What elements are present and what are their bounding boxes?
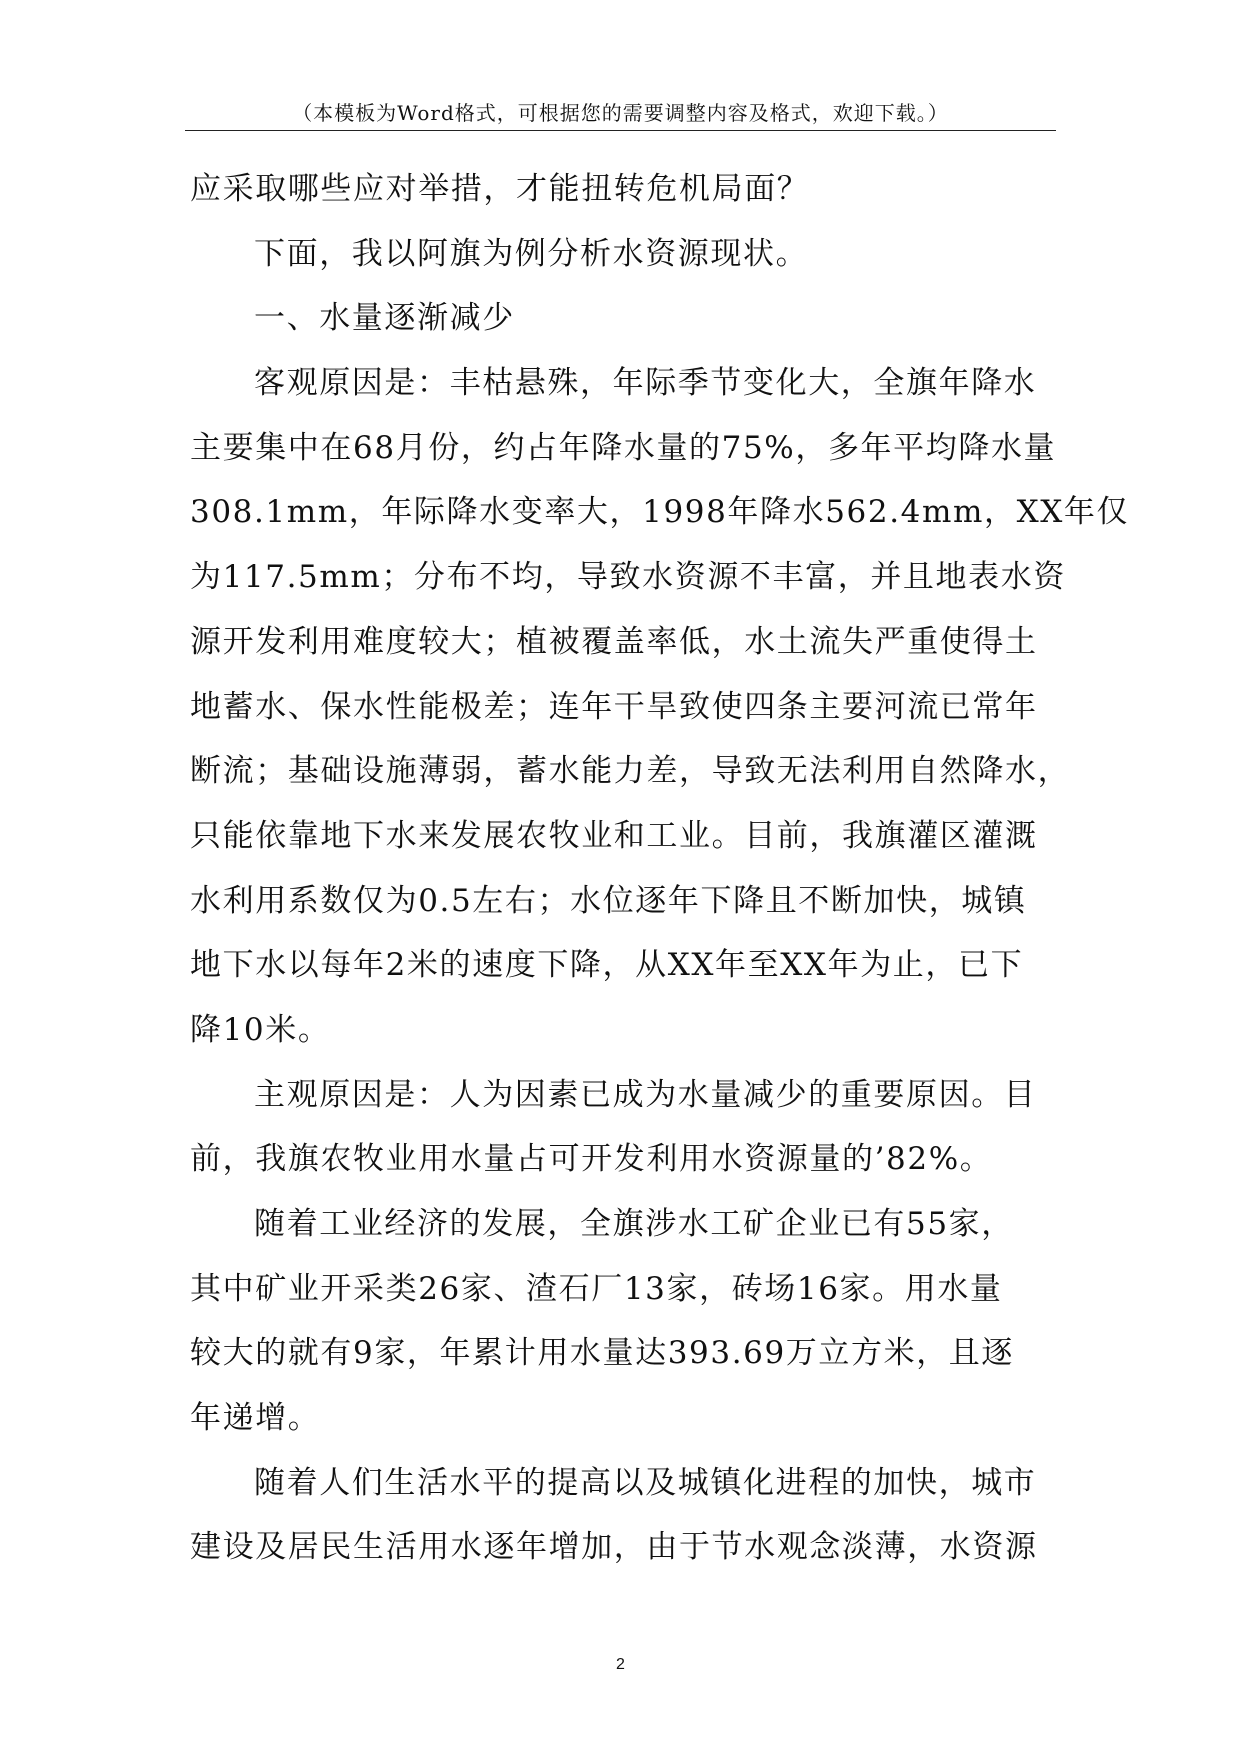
body-line: 只能依靠地下水来发展农牧业和工业。目前，我旗灌区灌溉 — [190, 817, 1038, 854]
document-body — [190, 157, 1130, 1580]
section-heading: 一、水量逐渐减少 — [254, 300, 515, 337]
body-line: 308.1mm，年际降水变率大，1998年降水562.4mm，XX年仅 — [190, 494, 1130, 531]
body-line: 年递增。 — [190, 1400, 321, 1437]
body-line: 客观原因是：丰枯悬殊，年际季节变化大，全旗年降水 — [254, 365, 1037, 402]
body-line: 随着人们生活水平的提高以及城镇化进程的加快，城市 — [254, 1464, 1037, 1501]
body-line: 较大的就有9家，年累计用水量达393.69万立方米，且逐 — [190, 1335, 1014, 1372]
body-line: 源开发利用难度较大；植被覆盖率低，水土流失严重使得土 — [190, 623, 1038, 660]
body-line: 地蓄水、保水性能极差；连年干旱致使四条主要河流已常年 — [190, 688, 1038, 725]
body-line: 地下水以每年2米的速度下降，从XX年至XX年为止，已下 — [190, 947, 1024, 984]
body-line: 其中矿业开采类26家、渣石厂13家，砖场16家。用水量 — [190, 1270, 1003, 1307]
body-line: 为117.5mm；分布不均，导致水资源不丰富，并且地表水资 — [190, 559, 1066, 596]
body-line: 建设及居民生活用水逐年增加，由于节水观念淡薄，水资源 — [190, 1529, 1038, 1566]
body-line: 主要集中在68月份，约占年降水量的75%，多年平均降水量 — [190, 429, 1057, 466]
body-line: 降10米。 — [190, 1011, 331, 1048]
page-number: 2 — [616, 1656, 625, 1673]
body-line: 前，我旗农牧业用水量占可开发利用水资源量的’82%。 — [190, 1141, 993, 1178]
body-line: 应采取哪些应对举措，才能扭转危机局面？ — [190, 171, 810, 207]
document-header-note: （本模板为Word格式，可根据您的需要调整内容及格式，欢迎下载。） — [292, 101, 949, 125]
body-line: 随着工业经济的发展，全旗涉水工矿企业已有55家， — [254, 1206, 1014, 1242]
header-divider — [185, 130, 1056, 131]
body-line: 水利用系数仅为0.5左右；水位逐年下降且不断加快，城镇 — [190, 882, 1027, 919]
body-line: 下面，我以阿旗为例分析水资源现状。 — [254, 235, 809, 272]
body-line: 主观原因是：人为因素已成为水量减少的重要原因。目 — [254, 1076, 1037, 1113]
body-line: 断流；基础设施薄弱，蓄水能力差，导致无法利用自然降水， — [190, 753, 1071, 790]
